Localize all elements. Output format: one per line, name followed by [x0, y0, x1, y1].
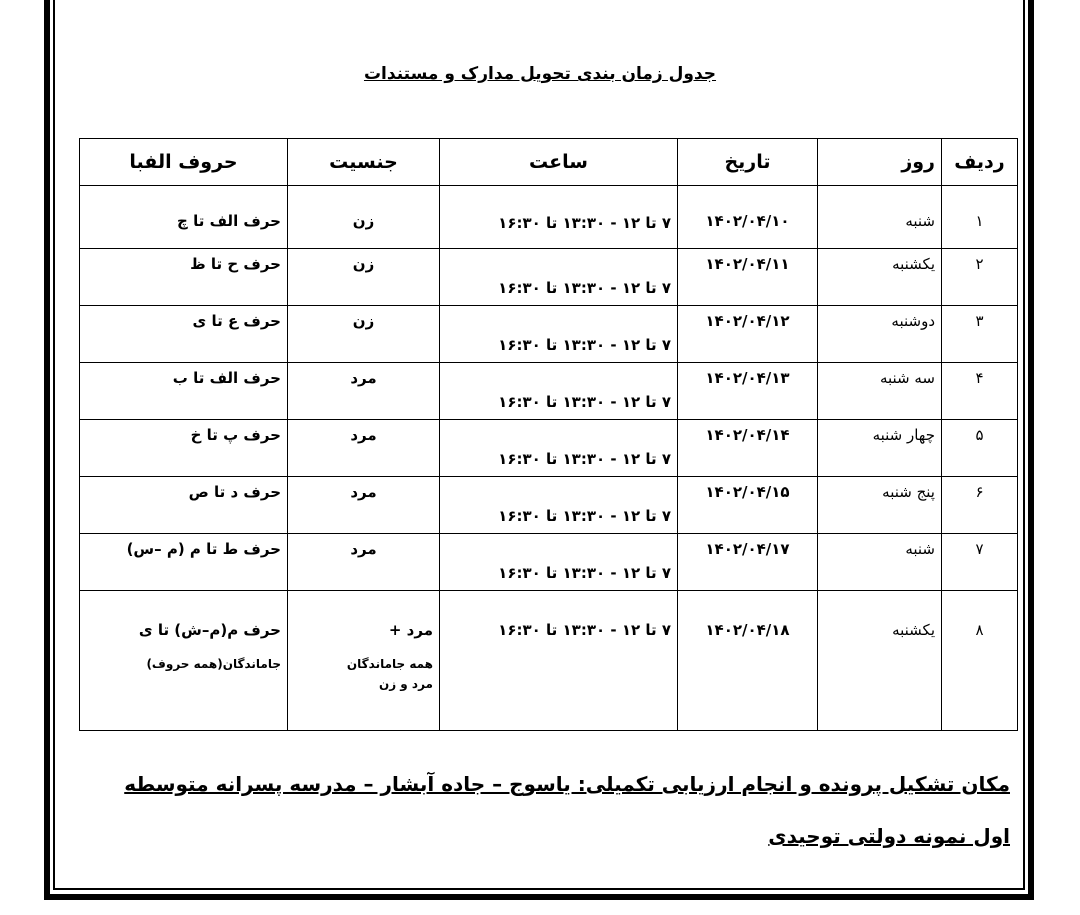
document-title: جدول زمان بندی تحویل مدارک و مستندات — [363, 64, 717, 84]
cell-letters: حرف الف تا چ — [80, 186, 288, 249]
header-row-number: ردیف — [942, 139, 1018, 186]
cell-time: ۷ تا ۱۲ - ۱۳:۳۰ تا ۱۶:۳۰ — [440, 591, 678, 731]
cell-date: ۱۴۰۲/۰۴/۱۱ — [678, 249, 818, 306]
cell-gender-note: مرد و زن — [378, 677, 433, 691]
table-row — [80, 591, 1018, 731]
header-time: ساعت — [440, 139, 678, 186]
cell-day: چهار شنبه — [818, 420, 942, 477]
cell-row-number: ۱ — [942, 186, 1018, 249]
cell-day: پنج شنبه — [818, 477, 942, 534]
cell-date: ۱۴۰۲/۰۴/۱۷ — [678, 534, 818, 591]
cell-time: ۷ تا ۱۲ - ۱۳:۳۰ تا ۱۶:۳۰ — [440, 420, 678, 477]
table-row — [80, 420, 1018, 477]
cell-gender: مرد — [288, 363, 440, 420]
cell-row-number: ۳ — [942, 306, 1018, 363]
cell-time: ۷ تا ۱۲ - ۱۳:۳۰ تا ۱۶:۳۰ — [440, 306, 678, 363]
cell-day: یکشنبه — [818, 249, 942, 306]
cell-date: ۱۴۰۲/۰۴/۱۵ — [678, 477, 818, 534]
cell-gender: زن — [288, 306, 440, 363]
cell-letters: حرف ع تا ی — [80, 306, 288, 363]
header-day: روز — [818, 139, 942, 186]
cell-row-number: ۷ — [942, 534, 1018, 591]
table-header-row — [80, 139, 1018, 186]
cell-gender: زن — [288, 186, 440, 249]
cell-row-number: ۴ — [942, 363, 1018, 420]
cell-gender: مرد — [288, 477, 440, 534]
table-row — [80, 249, 1018, 306]
cell-gender-note: همه جاماندگان — [346, 657, 433, 671]
cell-time: ۷ تا ۱۲ - ۱۳:۳۰ تا ۱۶:۳۰ — [440, 249, 678, 306]
table-row — [80, 306, 1018, 363]
cell-date: ۱۴۰۲/۰۴/۱۰ — [678, 186, 818, 249]
cell-gender — [288, 591, 440, 731]
cell-letters: حرف ح تا ظ — [80, 249, 288, 306]
cell-date: ۱۴۰۲/۰۴/۱۸ — [678, 591, 818, 731]
header-gender: جنسیت — [288, 139, 440, 186]
cell-gender: زن — [288, 249, 440, 306]
cell-day: سه شنبه — [818, 363, 942, 420]
cell-date: ۱۴۰۲/۰۴/۱۴ — [678, 420, 818, 477]
cell-letters: حرف پ تا خ — [80, 420, 288, 477]
cell-time: ۷ تا ۱۲ - ۱۳:۳۰ تا ۱۶:۳۰ — [440, 363, 678, 420]
cell-day: یکشنبه — [818, 591, 942, 731]
cell-gender: مرد — [288, 420, 440, 477]
table-row — [80, 186, 1018, 249]
cell-time: ۷ تا ۱۲ - ۱۳:۳۰ تا ۱۶:۳۰ — [440, 534, 678, 591]
table-row — [80, 363, 1018, 420]
cell-row-number: ۲ — [942, 249, 1018, 306]
cell-day: دوشنبه — [818, 306, 942, 363]
header-letters: حروف الفبا — [80, 139, 288, 186]
cell-letters: حرف ط تا م (م –س) — [80, 534, 288, 591]
cell-gender: مرد — [288, 534, 440, 591]
cell-row-number: ۵ — [942, 420, 1018, 477]
header-date: تاریخ — [678, 139, 818, 186]
cell-time: ۷ تا ۱۲ - ۱۳:۳۰ تا ۱۶:۳۰ — [440, 477, 678, 534]
cell-letters: حرف الف تا ب — [80, 363, 288, 420]
schedule-table — [79, 138, 1018, 731]
cell-gender-main: مرد + — [388, 621, 433, 639]
cell-day: شنبه — [818, 186, 942, 249]
cell-letters-note: جاماندگان(همه حروف) — [146, 657, 281, 671]
location-note: مکان تشکیل پرونده و انجام ارزیابی تکمیلی: یاسوج – جاده آبشار – مدرسه پسرانه متوسطه اول نمونه دولتی توحیدی — [124, 772, 1010, 848]
cell-row-number: ۶ — [942, 477, 1018, 534]
cell-letters-main: حرف م(م–ش) تا ی — [138, 621, 281, 639]
table-row — [80, 534, 1018, 591]
cell-day: شنبه — [818, 534, 942, 591]
cell-row-number: ۸ — [942, 591, 1018, 731]
table-row — [80, 477, 1018, 534]
cell-letters: حرف د تا ص — [80, 477, 288, 534]
cell-time: ۷ تا ۱۲ - ۱۳:۳۰ تا ۱۶:۳۰ — [440, 186, 678, 249]
cell-date: ۱۴۰۲/۰۴/۱۲ — [678, 306, 818, 363]
cell-date: ۱۴۰۲/۰۴/۱۳ — [678, 363, 818, 420]
cell-letters — [80, 591, 288, 731]
